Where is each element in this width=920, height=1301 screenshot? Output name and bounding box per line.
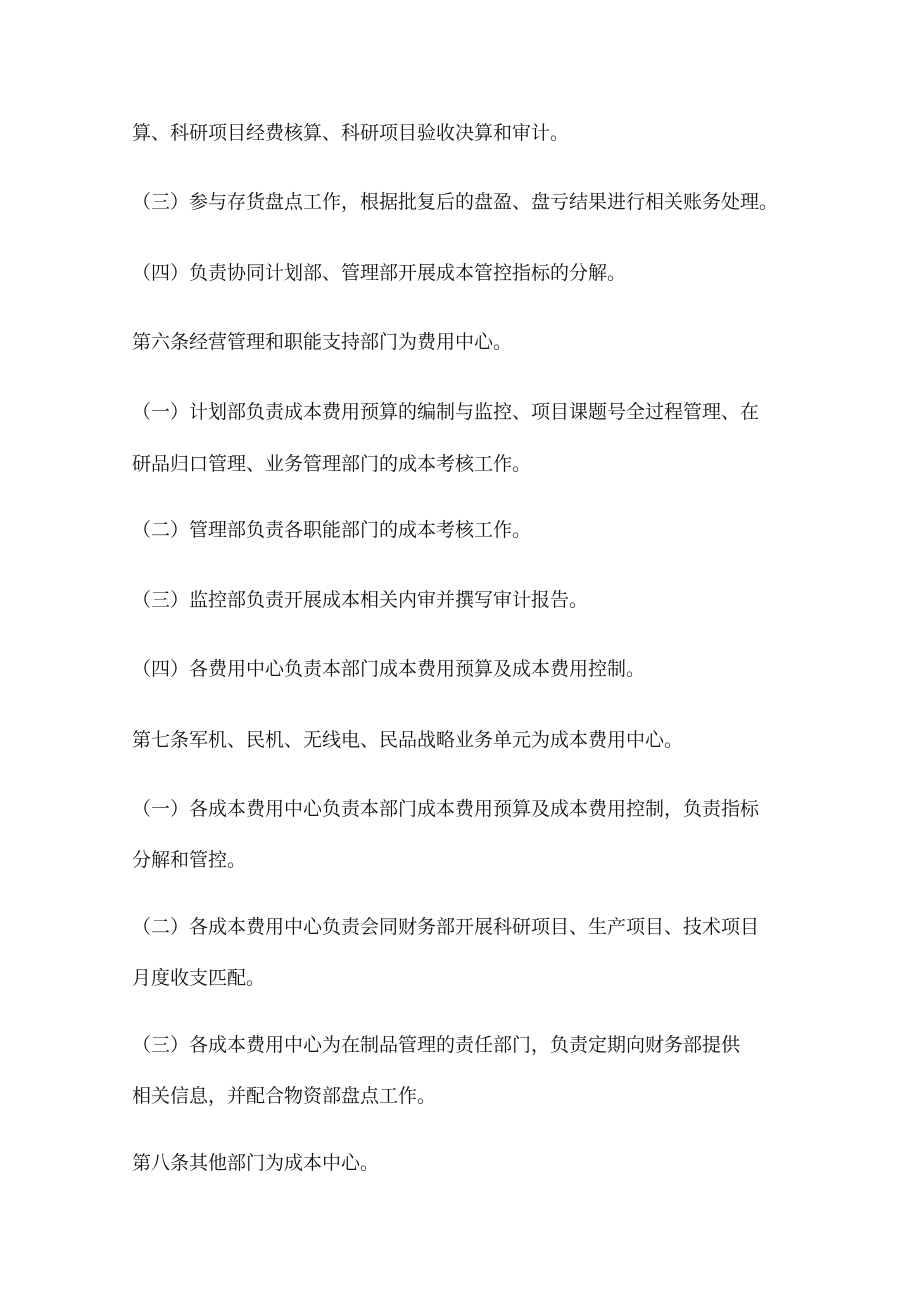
paragraph-1 [132,113,802,153]
paragraph-3 [132,253,802,293]
paragraph-line: 研品归口管理、业务管理部门的成本考核工作。 [132,453,532,475]
paragraph-line: （一）计划部负责成本费用预算的编制与监控、项目课题号全过程管理、在 [132,401,760,423]
paragraph-line: 算、科研项目经费核算、科研项目验收决算和审计。 [132,122,570,144]
article-8-heading [132,1143,802,1183]
paragraph-2 [132,182,802,222]
article-7-heading [132,720,802,760]
paragraph-line: 第六条经营管理和职能支持部门为费用中心。 [132,331,513,353]
paragraph-6 [132,510,802,550]
paragraph-line: （三）各成本费用中心为在制品管理的责任部门，负责定期向财务部提供 [132,1034,741,1056]
paragraph-10 [132,789,802,880]
paragraph-line: 分解和管控。 [132,849,247,871]
paragraph-line: （三）监控部负责开展成本相关内审并撰写审计报告。 [132,589,589,611]
paragraph-line: （三）参与存货盘点工作，根据批复后的盘盈、盘亏结果进行相关账务处理。 [132,191,779,213]
paragraph-line: 月度收支匹配。 [132,967,266,989]
paragraph-8 [132,649,802,689]
paragraph-line: 第七条军机、民机、无线电、民品战略业务单元为成本费用中心。 [132,729,684,751]
article-6-heading [132,322,802,362]
paragraph-line: 第八条其他部门为成本中心。 [132,1152,380,1174]
paragraph-line: （四）各费用中心负责本部门成本费用预算及成本费用控制。 [132,658,646,680]
paragraph-11 [132,907,802,998]
paragraph-line: （二）各成本费用中心负责会同财务部开展科研项目、生产项目、技术项目 [132,916,760,938]
paragraph-line: （四）负责协同计划部、管理部开展成本管控指标的分解。 [132,262,627,284]
paragraph-7 [132,580,802,620]
paragraph-line: （二）管理部负责各职能部门的成本考核工作。 [132,519,532,541]
paragraph-line: （一）各成本费用中心负责本部门成本费用预算及成本费用控制，负责指标 [132,798,760,820]
paragraph-12 [132,1025,802,1116]
paragraph-5 [132,392,802,484]
paragraph-line: 相关信息，并配合物资部盘点工作。 [132,1085,437,1107]
